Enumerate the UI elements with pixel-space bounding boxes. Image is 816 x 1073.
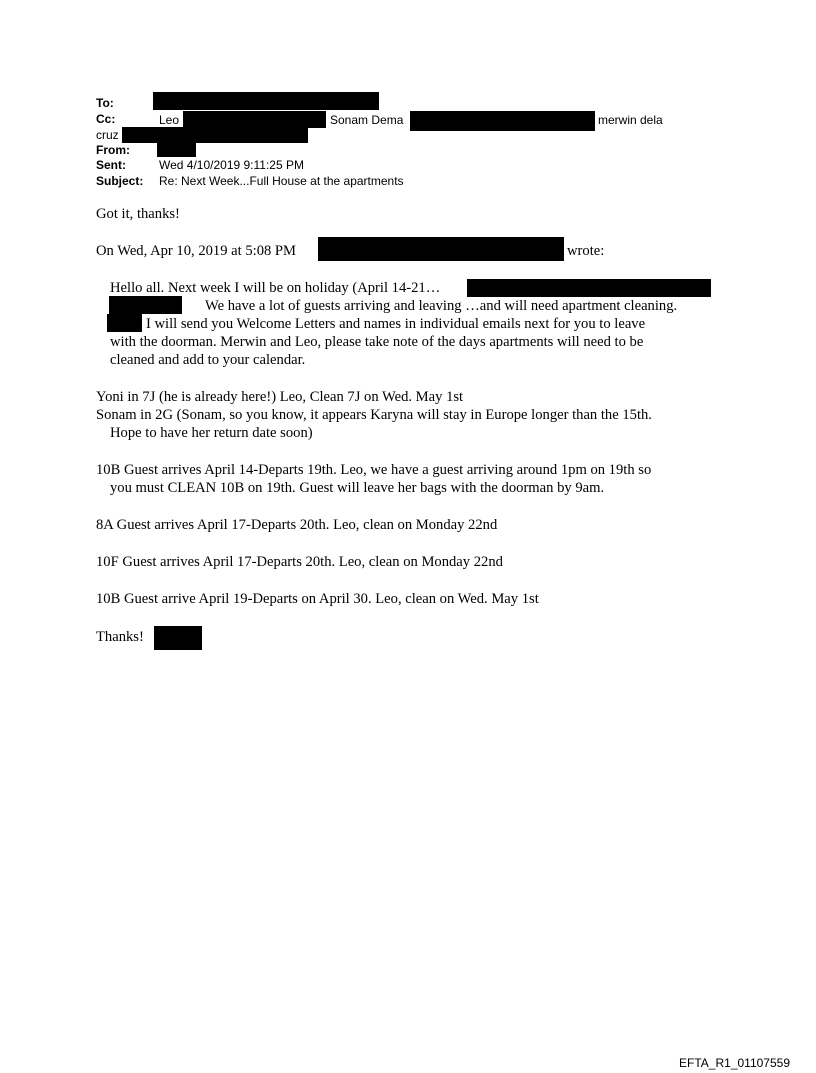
schedule-10b: 10B Guest arrives April 14-Departs 19th. Leo, we have a guest arriving around 1pm on 19th so <box>96 462 652 478</box>
redaction-box <box>157 142 196 157</box>
redaction-box <box>153 92 379 110</box>
document-id: EFTA_R1_01107559 <box>679 1056 790 1070</box>
quote-intro-prefix: On Wed, Apr 10, 2019 at 5:08 PM <box>96 243 297 259</box>
to-label: To: <box>96 96 114 110</box>
schedule-10f: 10F Guest arrives April 17-Departs 20th. Leo, clean on Monday 22nd <box>96 554 503 570</box>
sent-label: Sent: <box>96 158 126 172</box>
reply-text: Got it, thanks! <box>96 206 180 222</box>
redaction-box <box>109 296 182 314</box>
schedule-8a: 8A Guest arrives April 17-Departs 20th. Leo, clean on Monday 22nd <box>96 517 498 533</box>
redaction-box <box>318 237 564 261</box>
quoted-line-3: I will send you Welcome Letters and names in individual emails next for you to leave <box>146 316 646 332</box>
redaction-box <box>183 111 326 128</box>
schedule-10b-second: 10B Guest arrive April 19-Departs on April 30. Leo, clean on Wed. May 1st <box>96 591 539 607</box>
cc-recipient-merwin: merwin dela <box>598 113 663 127</box>
signoff: Thanks! <box>96 629 144 645</box>
schedule-sonam: Sonam in 2G (Sonam, so you know, it appears Karyna will stay in Europe longer than the 15th. <box>96 407 652 423</box>
schedule-10b-cont: you must CLEAN 10B on 19th. Guest will leave her bags with the doorman by 9am. <box>110 480 605 496</box>
from-label: From: <box>96 143 130 157</box>
cc-recipient-leo: Leo <box>159 113 180 127</box>
cc-recipient-sonam: Sonam Dema <box>330 113 404 127</box>
quoted-line-5: cleaned and add to your calendar. <box>110 352 306 368</box>
quote-intro-suffix: wrote: <box>567 243 605 259</box>
cc-label: Cc: <box>96 112 116 126</box>
quoted-line-4: with the doorman. Merwin and Leo, please take note of the days apartments will need to be <box>110 334 644 350</box>
redaction-box <box>122 127 308 143</box>
redaction-box <box>154 626 202 650</box>
schedule-yoni: Yoni in 7J (he is already here!) Leo, Clean 7J on Wed. May 1st <box>96 389 464 405</box>
redaction-box <box>410 111 595 131</box>
quoted-line-1: Hello all. Next week I will be on holiday (April 14-21… <box>110 280 441 296</box>
quoted-line-2: We have a lot of guests arriving and leaving …and will need apartment cleaning. <box>205 298 678 314</box>
schedule-sonam-cont: Hope to have her return date soon) <box>110 425 313 441</box>
redaction-box <box>467 279 711 297</box>
subject-value: Re: Next Week...Full House at the apartments <box>159 174 404 188</box>
sent-value: Wed 4/10/2019 9:11:25 PM <box>159 158 304 172</box>
subject-label: Subject: <box>96 174 144 188</box>
cc-recipient-merwin-cont: cruz <box>96 128 119 142</box>
redaction-box <box>107 314 142 332</box>
